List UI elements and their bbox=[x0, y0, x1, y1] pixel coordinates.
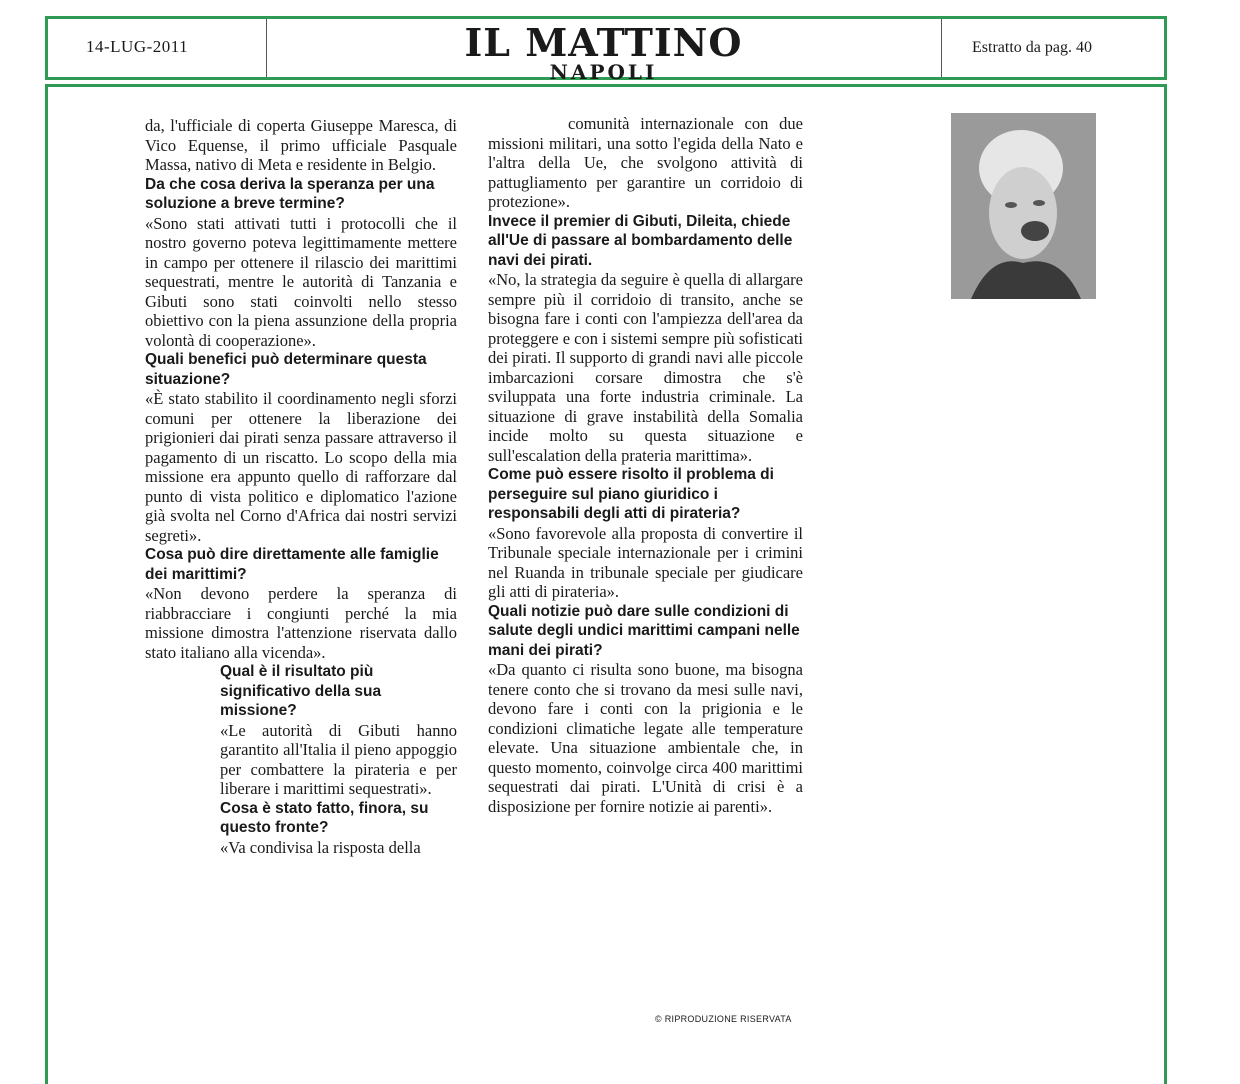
interview-paragraph: «Sono favorevole alla proposta di convertire il Tribunale speciale internazionale per i crimini nel Ruanda in tribunale speciale per giudicare gli atti di pirateria». bbox=[488, 523, 803, 601]
interview-paragraph: comunità internazionale con due missioni militari, una sotto l'egida della Nato e l'altra della Ue, che svolgono attività di pattugliamento per garantire un corridoio di protezione». bbox=[488, 114, 803, 211]
interview-question: Invece il premier di Gibuti, Dileita, chiede all'Ue di passare al bombardamento delle navi dei pirati. bbox=[488, 212, 793, 269]
interview-question: Cosa è stato fatto, finora, su questo fronte? bbox=[220, 799, 429, 836]
portrait-image bbox=[951, 113, 1096, 299]
interview-question: Quali notizie può dare sulle condizioni di salute degli undici marittimi campani nelle mani dei pirati? bbox=[488, 602, 800, 659]
logo-title: IL MATTINO bbox=[464, 20, 743, 65]
interview-paragraph: «Le autorità di Gibuti hanno garantito all'Italia il pieno appoggio per combattere la pirateria e per liberare i marittimi sequestrati». bbox=[220, 720, 457, 798]
copyright-notice: © RIPRODUZIONE RISERVATA bbox=[655, 1014, 792, 1024]
date-cell bbox=[48, 19, 267, 77]
logo-subtitle: NAPOLI bbox=[549, 60, 658, 84]
interview-paragraph: «Va condivisa la risposta della bbox=[220, 837, 421, 857]
interview-paragraph: «No, la strategia da seguire è quella di allargare sempre più il corridoio di transito, anche se bisogna fare i conti con l'ampiezza dell'area da proteggere e con i sistemi sempre più sofisticati dei pirati. Il supporto di grandi navi alle piccole imbarcazioni corsare dimostra che s'è sviluppata una forte industria criminale. La situazione di grave instabilità della Somalia incide molto su questa situazione e sull'escalation della prateria marittima». bbox=[488, 270, 803, 465]
interview-question: Qual è il risultato più significativo della sua missione? bbox=[220, 663, 382, 719]
page-reference-cell bbox=[941, 19, 1165, 77]
interview-paragraph: da, l'ufficiale di coperta Giuseppe Maresca, di Vico Equense, il primo ufficiale Pasquale Massa, nativo di Meta e residente in Belgio. bbox=[145, 116, 457, 174]
article-column-2 bbox=[488, 114, 803, 816]
newspaper-header bbox=[45, 16, 1167, 84]
interview-paragraph: «È stato stabilito il coordinamento negli sforzi comuni per ottenere la liberazione dei prigionieri dai pirati senza passare attraverso il pagamento di un riscatto. Lo scopo della mia missione era appunto quello di rafforzare dal punto di vista politico e diplomatico l'azione già svolta nel Corno d'Africa dai nostri servizi segreti». bbox=[145, 389, 457, 545]
article-column-1 bbox=[145, 116, 457, 857]
interview-paragraph: «Non devono perdere la speranza di riabbracciare i congiunti perché la mia missione dimostra l'attenzione riservata dallo stato italiano alla vicenda». bbox=[145, 584, 457, 662]
interview-paragraph: «Da quanto ci risulta sono buone, ma bisogna tenere conto che si trovano da mesi sulle navi, devono fare i conti con la prigionia e le condizioni climatiche legate alle temperature elevate. Una situazione ambientale che, in questo momento, coinvolge circa 400 marittimi sequestrati dai pirati. L'Unità di crisi è a disposizione per fornire notizie ai parenti». bbox=[488, 660, 803, 816]
masthead-logo bbox=[267, 19, 940, 84]
interview-question: Come può essere risolto il problema di perseguire sul piano giuridico i responsabili degli atti di pirateria? bbox=[488, 466, 774, 522]
interview-paragraph: «Sono stati attivati tutti i protocolli che il nostro governo poteva legittimamente mettere in campo per ottenere il rilascio dei marittimi sequestrati, mentre le autorità di Tanzania e Gibuti sono stati coinvolti nello stesso obiettivo con la piena assunzione della propria volontà di cooperazione». bbox=[145, 213, 457, 350]
page-reference: Estratto da pag. 40 bbox=[972, 39, 1092, 56]
interview-question: Cosa può dire direttamente alle famiglie dei marittimi? bbox=[145, 546, 439, 583]
publication-date: 14-LUG-2011 bbox=[86, 37, 189, 56]
interview-question: Da che cosa deriva la speranza per una soluzione a breve termine? bbox=[145, 175, 435, 212]
interview-question: Quali benefici può determinare questa situazione? bbox=[145, 351, 427, 388]
portrait-photo bbox=[951, 113, 1096, 299]
